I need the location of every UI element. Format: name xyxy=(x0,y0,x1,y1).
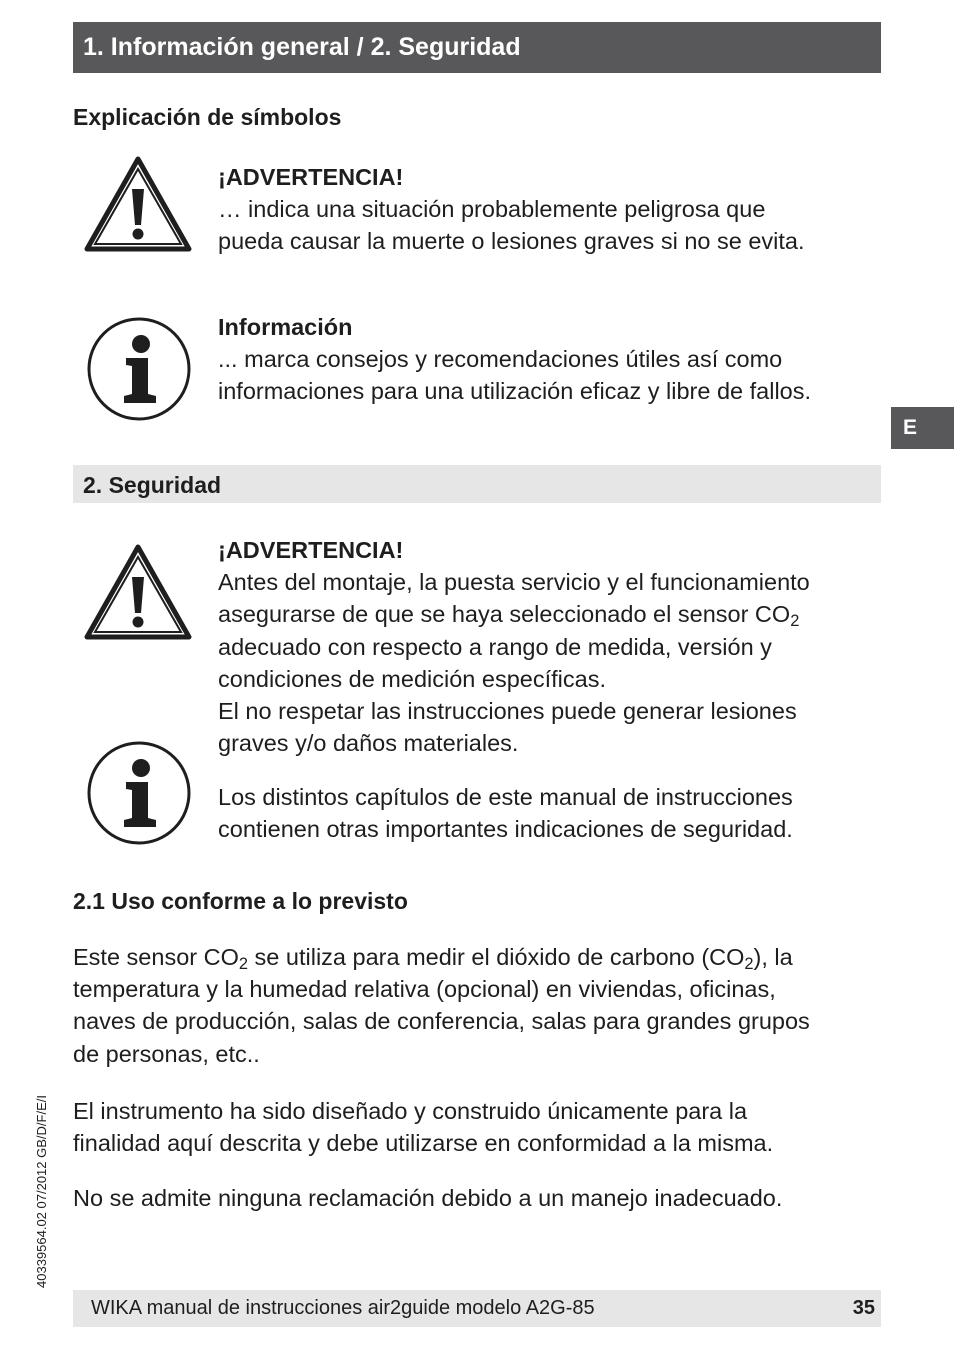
section-title: 2. Seguridad xyxy=(83,472,222,498)
warning-symbol-text xyxy=(218,161,805,258)
chapter-header xyxy=(73,22,881,73)
intended-use-paragraph-3 xyxy=(73,1182,782,1214)
language-tab xyxy=(891,407,954,449)
safety-warning-line xyxy=(218,598,810,630)
info-line: informaciones para una utilización eficaz y libre de fallos. xyxy=(218,378,812,405)
text-run: se utiliza para medir el dióxido de carbono (CO xyxy=(248,944,745,970)
footer-text: WIKA manual de instrucciones air2guide modelo A2G-85 xyxy=(91,1297,595,1319)
language-tab-label: E xyxy=(903,416,918,439)
paragraph-line: de personas, etc.. xyxy=(73,1040,260,1067)
paragraph-line xyxy=(73,941,810,973)
symbols-heading: Explicación de símbolos xyxy=(73,104,342,130)
page-footer xyxy=(73,1290,881,1327)
safety-warning-line: condiciones de medición específicas. xyxy=(218,665,606,692)
warning-line: pueda causar la muerte o lesiones graves si no se evita. xyxy=(218,228,805,255)
safety-info-line: contienen otras importantes indicaciones de seguridad. xyxy=(218,816,793,843)
safety-info-text xyxy=(218,781,793,845)
safety-warning-line: graves y/o daños materiales. xyxy=(218,730,519,757)
intended-use-paragraph-1 xyxy=(73,941,810,1070)
warning-line: … indica una situación probablemente peligrosa que xyxy=(218,196,766,223)
safety-warning-line: adecuado con respecto a rango de medida, versión y xyxy=(218,633,772,660)
paragraph-line: El instrumento ha sido diseñado y construido únicamente para la xyxy=(73,1098,748,1124)
warning-title: ¡ADVERTENCIA! xyxy=(218,164,404,190)
safety-warning-line: El no respetar las instrucciones puede generar lesiones xyxy=(218,698,797,725)
chapter-title: 1. Información general / 2. Seguridad xyxy=(83,33,521,61)
intended-use-paragraph-2 xyxy=(73,1095,773,1159)
paragraph-line: temperatura y la humedad relativa (opcional) en viviendas, oficinas, xyxy=(73,976,776,1003)
info-line: ... marca consejos y recomendaciones útiles así como xyxy=(218,346,783,373)
info-symbol-text xyxy=(218,311,811,408)
info-title: Información xyxy=(218,314,353,340)
sensor-text: asegurarse de que se haya seleccionado el sensor CO xyxy=(218,601,791,628)
section-header xyxy=(73,465,881,503)
subscript: 2 xyxy=(744,955,754,974)
info-circle-icon xyxy=(86,316,192,422)
intended-use-heading: 2.1 Uso conforme a lo previsto xyxy=(73,888,408,914)
safety-warning-title: ¡ADVERTENCIA! xyxy=(218,537,404,563)
page-number: 35 xyxy=(852,1297,875,1319)
subscript: 2 xyxy=(238,955,249,974)
paragraph-line: No se admite ninguna reclamación debido a un manejo inadecuado. xyxy=(73,1185,783,1211)
info-circle-icon xyxy=(86,740,192,846)
warning-triangle-icon xyxy=(83,543,193,641)
paragraph-line: finalidad aquí descrita y debe utilizarse en conformidad a la misma. xyxy=(73,1130,774,1157)
text-run: Este sensor CO xyxy=(73,944,239,970)
safety-warning-text xyxy=(218,534,810,759)
safety-info-line: Los distintos capítulos de este manual de instrucciones xyxy=(218,784,793,810)
paragraph-line: naves de producción, salas de conferencia, salas para grandes grupos xyxy=(73,1008,810,1035)
text-run: ), la xyxy=(753,944,793,970)
document-code: 40339564.02 07/2012 GB/D/F/E/I xyxy=(34,1095,49,1288)
safety-warning-line: Antes del montaje, la puesta servicio y el funcionamiento xyxy=(218,569,810,596)
subscript: 2 xyxy=(790,612,800,631)
warning-triangle-icon xyxy=(83,155,193,253)
